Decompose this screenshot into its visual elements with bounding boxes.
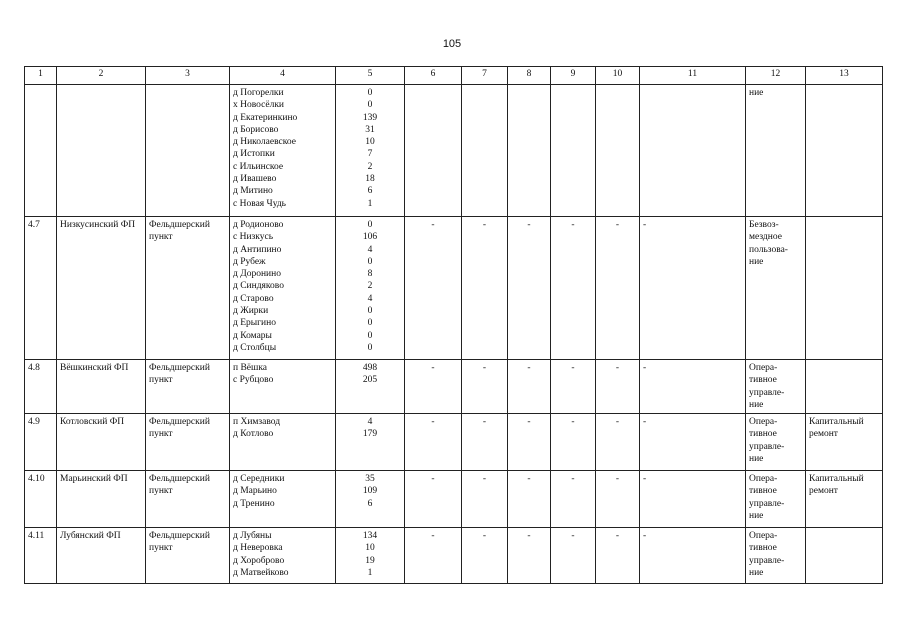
- settlement-name: д Екатеринкино: [233, 112, 298, 123]
- population-value: 205: [362, 375, 378, 386]
- table-row: [25, 528, 883, 584]
- value-cell-c10: -: [596, 471, 640, 528]
- settlement-name: д Середники: [233, 474, 285, 485]
- population-value: 0: [367, 220, 373, 230]
- settlement-name: д Столбцы: [233, 342, 277, 353]
- settlement-name: д Лубяны: [233, 531, 272, 542]
- value-cell-c10: -: [596, 217, 640, 360]
- population-value: 0: [367, 88, 373, 98]
- column-header: 9: [551, 67, 596, 85]
- value-cell-c11: [640, 85, 746, 217]
- table-row: [25, 471, 883, 528]
- value-cell-c6: [405, 85, 462, 217]
- value-cell-c6: -: [405, 414, 462, 471]
- population-value: 139: [362, 112, 378, 123]
- settlement-name: д Неверовка: [233, 543, 283, 554]
- row-number-cell: 4.8: [25, 360, 57, 414]
- ownership-text: тивное: [749, 375, 777, 386]
- population-value: 498: [362, 363, 378, 373]
- value-cell-c9: -: [551, 360, 596, 414]
- settlement-name: д Борисово: [233, 124, 279, 135]
- column-header: 3: [146, 67, 230, 85]
- value-cell-c10: -: [596, 528, 640, 584]
- population-value: 0: [367, 256, 373, 267]
- repair-cell: [806, 471, 883, 528]
- ownership-text: управле-: [749, 387, 785, 398]
- ownership-text: ние: [749, 568, 764, 579]
- facility-name-cell: Марьинский ФП: [57, 471, 146, 528]
- table-row: [25, 217, 883, 360]
- value-cell-c9: -: [551, 414, 596, 471]
- ownership-text: Опера-: [749, 531, 778, 542]
- value-cell-c7: [462, 85, 508, 217]
- table-row: [25, 360, 883, 414]
- value-cell-c6: -: [405, 528, 462, 584]
- settlement-name: п Химзавод: [233, 417, 281, 428]
- settlement-name: д Антипино: [233, 244, 282, 255]
- facility-type-cell: [146, 85, 230, 217]
- settlements-cell: [230, 360, 336, 414]
- settlement-name: д Синдяково: [233, 281, 284, 292]
- population-cell: [336, 528, 405, 584]
- value-cell-c6: -: [405, 471, 462, 528]
- column-header: 10: [596, 67, 640, 85]
- repair-cell: [806, 414, 883, 471]
- value-cell-c11: -: [640, 414, 746, 471]
- settlement-name: с Рубцово: [233, 375, 274, 386]
- settlement-name: п Вёшка: [233, 363, 268, 373]
- population-cell: [336, 414, 405, 471]
- population-value: 6: [367, 498, 373, 509]
- settlements-cell: [230, 414, 336, 471]
- settlement-name: д Марьино: [233, 486, 277, 497]
- facility-name-cell: Лубянский ФП: [57, 528, 146, 584]
- value-cell-c7: -: [462, 471, 508, 528]
- row-number-cell: 4.7: [25, 217, 57, 360]
- population-value: 35: [365, 474, 375, 485]
- population-value: 4: [367, 244, 373, 255]
- value-cell-c8: -: [508, 360, 551, 414]
- population-cell: [336, 85, 405, 217]
- population-value: 0: [367, 342, 373, 353]
- facility-name-cell: Котловский ФП: [57, 414, 146, 471]
- ownership-text: Опера-: [749, 417, 778, 428]
- facility-type-cell: Фельдшерский пункт: [146, 528, 230, 584]
- population-value: 10: [365, 137, 375, 148]
- population-value: 1: [367, 568, 373, 579]
- settlement-name: д Истопки: [233, 149, 275, 160]
- repair-text: ремонт: [809, 486, 838, 497]
- ownership-text: управле-: [749, 441, 785, 452]
- value-cell-c9: -: [551, 217, 596, 360]
- value-cell-c9: -: [551, 528, 596, 584]
- value-cell-c7: -: [462, 360, 508, 414]
- value-cell-c10: [596, 85, 640, 217]
- ownership-cell: [746, 360, 806, 414]
- ownership-text: Опера-: [749, 474, 778, 485]
- settlements-cell: [230, 217, 336, 360]
- ownership-text: мездное: [749, 232, 782, 243]
- ownership-text: ние: [749, 511, 764, 522]
- row-number-cell: 4.9: [25, 414, 57, 471]
- population-value: 0: [367, 100, 373, 111]
- settlement-name: д Матвейково: [233, 568, 289, 579]
- population-value: 106: [362, 232, 378, 243]
- value-cell-c6: -: [405, 360, 462, 414]
- settlement-name: д Ерыгино: [233, 318, 276, 329]
- ownership-text: Безвоз-: [749, 220, 779, 230]
- population-value: 1: [367, 198, 373, 209]
- ownership-text: ние: [749, 399, 764, 410]
- population-value: 18: [365, 174, 375, 185]
- ownership-cell: [746, 217, 806, 360]
- column-header: 1: [25, 67, 57, 85]
- repair-cell: [806, 85, 883, 217]
- settlement-name: с Ильинское: [233, 161, 284, 172]
- row-number-cell: [25, 85, 57, 217]
- ownership-cell: [746, 85, 806, 217]
- settlement-name: д Рубеж: [233, 256, 266, 267]
- ownership-text: пользова-: [749, 244, 788, 255]
- repair-text: Капитальный: [809, 417, 864, 428]
- population-value: 4: [367, 293, 373, 304]
- repair-text: ремонт: [809, 429, 838, 440]
- settlement-name: д Родионово: [233, 220, 284, 230]
- value-cell-c8: -: [508, 414, 551, 471]
- value-cell-c8: -: [508, 471, 551, 528]
- table-row: [25, 85, 883, 217]
- population-value: 7: [367, 149, 373, 160]
- value-cell-c11: -: [640, 471, 746, 528]
- settlement-name: д Комары: [233, 330, 272, 341]
- ownership-text: управле-: [749, 498, 785, 509]
- settlement-name: х Новосёлки: [233, 100, 285, 111]
- value-cell-c6: -: [405, 217, 462, 360]
- population-cell: [336, 217, 405, 360]
- settlement-name: с Низкусь: [233, 232, 274, 243]
- population-cell: [336, 471, 405, 528]
- population-value: 0: [367, 318, 373, 329]
- column-header: 8: [508, 67, 551, 85]
- ownership-cell: [746, 414, 806, 471]
- row-number-cell: 4.11: [25, 528, 57, 584]
- value-cell-c9: [551, 85, 596, 217]
- value-cell-c9: -: [551, 471, 596, 528]
- population-value: 2: [367, 161, 373, 172]
- settlement-name: д Тренино: [233, 498, 275, 509]
- column-header: 7: [462, 67, 508, 85]
- value-cell-c10: -: [596, 414, 640, 471]
- population-value: 0: [367, 306, 373, 317]
- ownership-cell: [746, 471, 806, 528]
- settlements-cell: [230, 85, 336, 217]
- population-value: 31: [365, 124, 375, 135]
- row-number-cell: 4.10: [25, 471, 57, 528]
- settlement-name: д Погорелки: [233, 88, 284, 98]
- value-cell-c11: -: [640, 360, 746, 414]
- population-value: 10: [365, 543, 375, 554]
- facility-name-cell: Вёшкинский ФП: [57, 360, 146, 414]
- population-value: 2: [367, 281, 373, 292]
- settlement-name: с Новая Чудь: [233, 198, 287, 209]
- facility-type-cell: Фельдшерский пункт: [146, 471, 230, 528]
- value-cell-c10: -: [596, 360, 640, 414]
- settlement-name: д Ивашево: [233, 174, 277, 185]
- value-cell-c7: -: [462, 414, 508, 471]
- facility-type-cell: Фельдшерский пункт: [146, 217, 230, 360]
- repair-cell: [806, 217, 883, 360]
- column-header: 5: [336, 67, 405, 85]
- header-row: [25, 67, 883, 85]
- population-value: 179: [362, 429, 378, 440]
- column-header: 2: [57, 67, 146, 85]
- facility-type-cell: Фельдшерский пункт: [146, 414, 230, 471]
- settlements-cell: [230, 528, 336, 584]
- table-row: [25, 414, 883, 471]
- settlements-cell: [230, 471, 336, 528]
- facility-name-cell: [57, 85, 146, 217]
- facilities-table: [24, 66, 883, 584]
- value-cell-c11: -: [640, 217, 746, 360]
- settlement-name: д Доронино: [233, 269, 281, 280]
- population-value: 4: [367, 417, 373, 428]
- value-cell-c11: -: [640, 528, 746, 584]
- ownership-cell: [746, 528, 806, 584]
- settlement-name: д Николаевское: [233, 137, 296, 148]
- ownership-text: ние: [749, 88, 764, 98]
- value-cell-c8: -: [508, 528, 551, 584]
- repair-cell: [806, 360, 883, 414]
- table-body: [25, 85, 883, 584]
- ownership-text: тивное: [749, 486, 777, 497]
- repair-cell: [806, 528, 883, 584]
- settlement-name: д Котлово: [233, 429, 274, 440]
- population-value: 0: [367, 330, 373, 341]
- settlement-name: д Жирки: [233, 306, 269, 317]
- population-cell: [336, 360, 405, 414]
- column-header: 6: [405, 67, 462, 85]
- ownership-text: тивное: [749, 429, 777, 440]
- column-header: 4: [230, 67, 336, 85]
- settlement-name: д Хороброво: [233, 555, 285, 566]
- population-value: 6: [367, 186, 373, 197]
- population-value: 134: [362, 531, 378, 542]
- ownership-text: тивное: [749, 543, 777, 554]
- repair-text: Капитальный: [809, 474, 864, 485]
- value-cell-c7: -: [462, 528, 508, 584]
- value-cell-c8: -: [508, 217, 551, 360]
- population-value: 19: [365, 555, 375, 566]
- column-header: 12: [746, 67, 806, 85]
- facility-name-cell: Низкусинский ФП: [57, 217, 146, 360]
- value-cell-c8: [508, 85, 551, 217]
- value-cell-c7: -: [462, 217, 508, 360]
- facility-type-cell: Фельдшерский пункт: [146, 360, 230, 414]
- ownership-text: управле-: [749, 555, 785, 566]
- column-header: 13: [806, 67, 883, 85]
- settlement-name: д Митино: [233, 186, 273, 197]
- column-header: 11: [640, 67, 746, 85]
- settlement-name: д Старово: [233, 293, 274, 304]
- ownership-text: ние: [749, 256, 764, 267]
- ownership-text: Опера-: [749, 363, 778, 373]
- page-number: 105: [442, 38, 462, 50]
- ownership-text: ние: [749, 454, 764, 465]
- population-value: 8: [367, 269, 373, 280]
- population-value: 109: [362, 486, 378, 497]
